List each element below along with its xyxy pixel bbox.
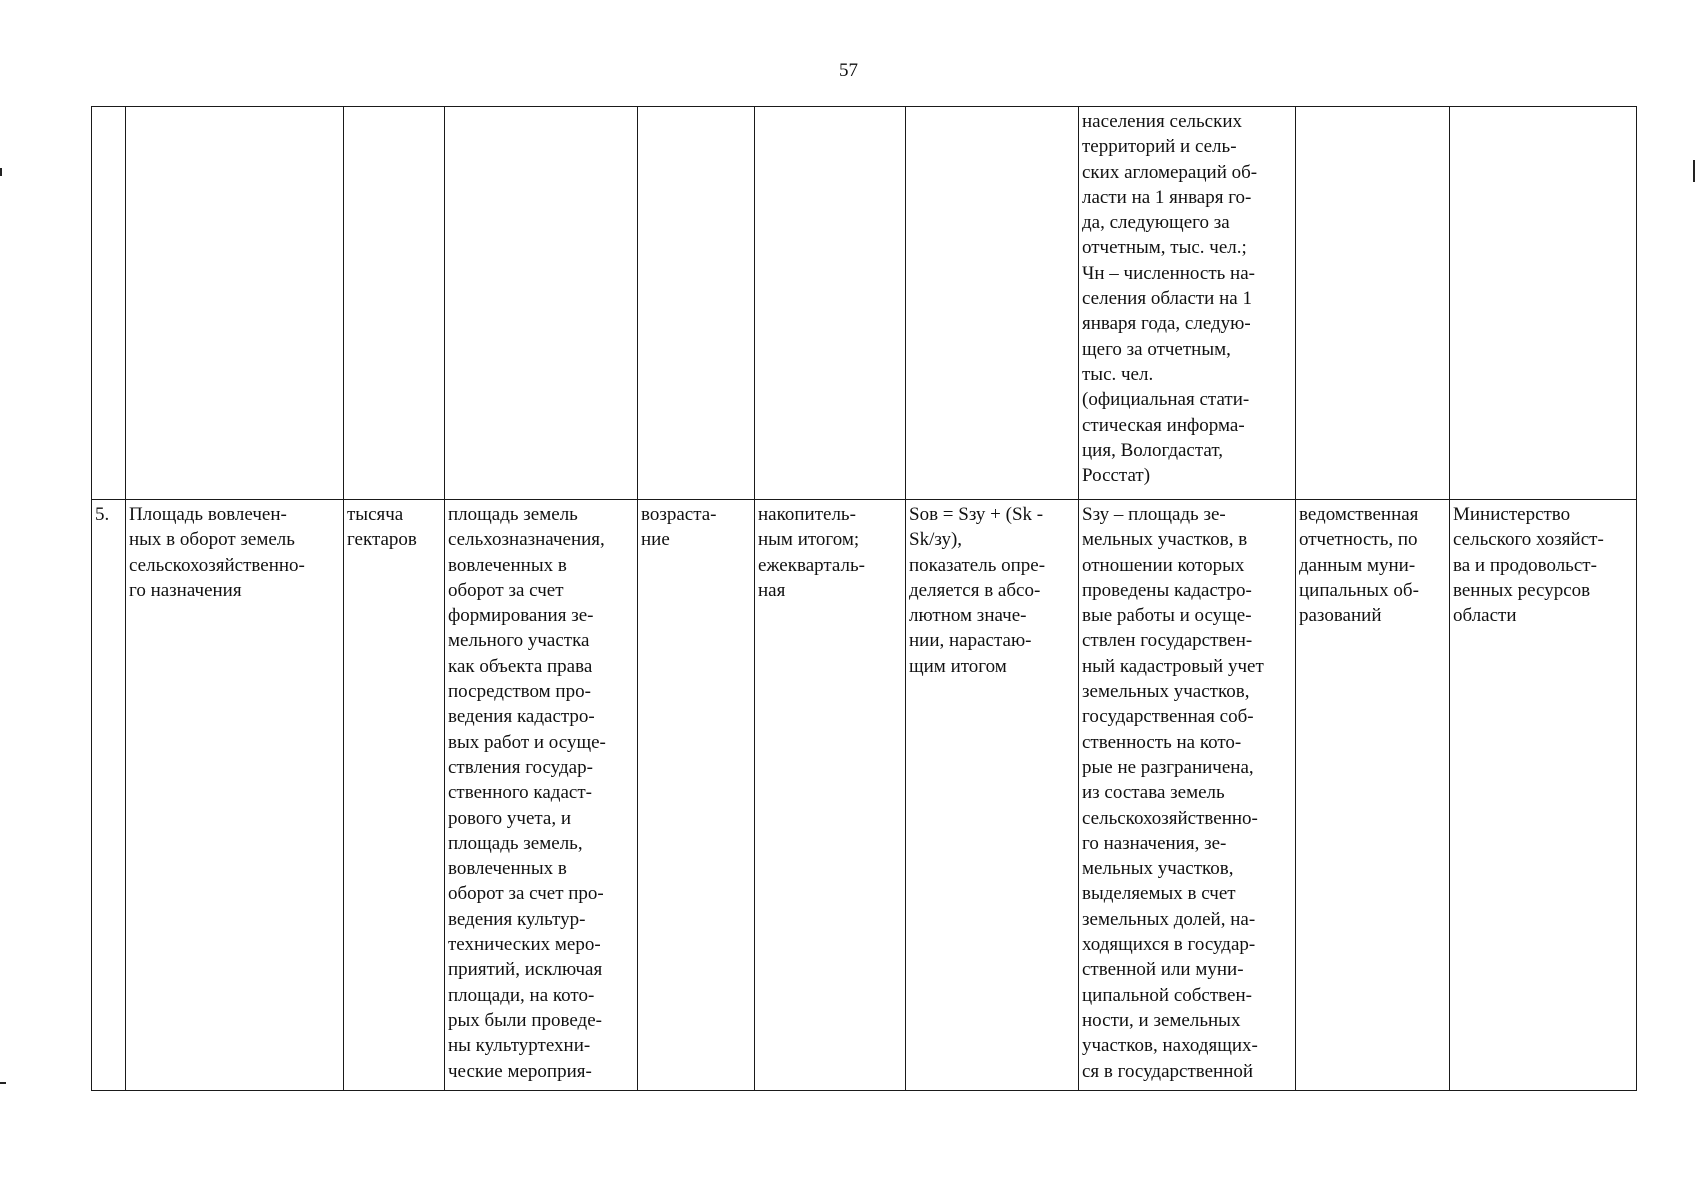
scan-mark-right xyxy=(1693,160,1695,182)
table-row xyxy=(92,107,1637,500)
cell-number xyxy=(92,107,126,500)
cell-formula xyxy=(906,107,1079,500)
cell-unit xyxy=(344,107,445,500)
cell-variables: населения сельских территорий и сель- ских агломераций об- ласти на 1 января го- да, следующего за отчетным, тыс. чел.; Чн – численность на- селения области на 1 января года, следую- щего за отчетным, тыс. чел. (официальная стати- стическая информа- ция, Вологдастат, Росстат) xyxy=(1079,107,1296,500)
cell-definition xyxy=(445,107,638,500)
cell-indicator-name xyxy=(126,107,344,500)
cell-formula: Sов = Sзу + (Sk - Sk/зу), показатель опре- деляется в абсо- лютном значе- нии, нарастаю- щим итогом xyxy=(906,500,1079,1091)
cell-periodicity xyxy=(755,107,906,500)
cell-number: 5. xyxy=(92,500,126,1091)
table-row xyxy=(92,500,1637,1091)
cell-responsible: Министерство сельского хозяйст- ва и продовольст- венных ресурсов области xyxy=(1450,500,1637,1091)
cell-dynamics xyxy=(638,107,755,500)
cell-indicator-name: Площадь вовлечен- ных в оборот земель сельскохозяйственно- го назначения xyxy=(126,500,344,1091)
page-number: 57 xyxy=(839,60,858,81)
scan-mark-left-bottom xyxy=(0,1082,6,1084)
cell-definition: площадь земель сельхозназначения, вовлеченных в оборот за счет формирования зе- мельного участка как объекта права посредством про- ведения кадастро- вых работ и осуще- ствления государ- ственного кадаст- рового учета, и площадь земель, вовлеченных в оборот за счет про- ведения культур- технических меро- приятий, исключая площади, на кото- рых были проведе- ны культуртехни- ческие мероприя- xyxy=(445,500,638,1091)
cell-periodicity: накопитель- ным итогом; ежекварталь- ная xyxy=(755,500,906,1091)
cell-dynamics: возраста- ние xyxy=(638,500,755,1091)
cell-data-source xyxy=(1296,107,1450,500)
indicator-table xyxy=(91,106,1637,1091)
scan-mark-left-top xyxy=(0,168,2,176)
cell-responsible xyxy=(1450,107,1637,500)
cell-variables: Sзу – площадь зе- мельных участков, в отношении которых проведены кадастро- вые работы и осуще- ствлен государствен- ный кадастровый учет земельных участков, государственная соб- ственность на кото- рые не разграничена, из состава земель сельскохозяйственно- го назначения, зе- мельных участков, выделяемых в счет земельных долей, на- ходящихся в государ- ственной или муни- ципальной собствен- ности, и земельных участков, находящих- ся в государственной xyxy=(1079,500,1296,1091)
cell-data-source: ведомственная отчетность, по данным муни- ципальных об- разований xyxy=(1296,500,1450,1091)
cell-unit: тысяча гектаров xyxy=(344,500,445,1091)
